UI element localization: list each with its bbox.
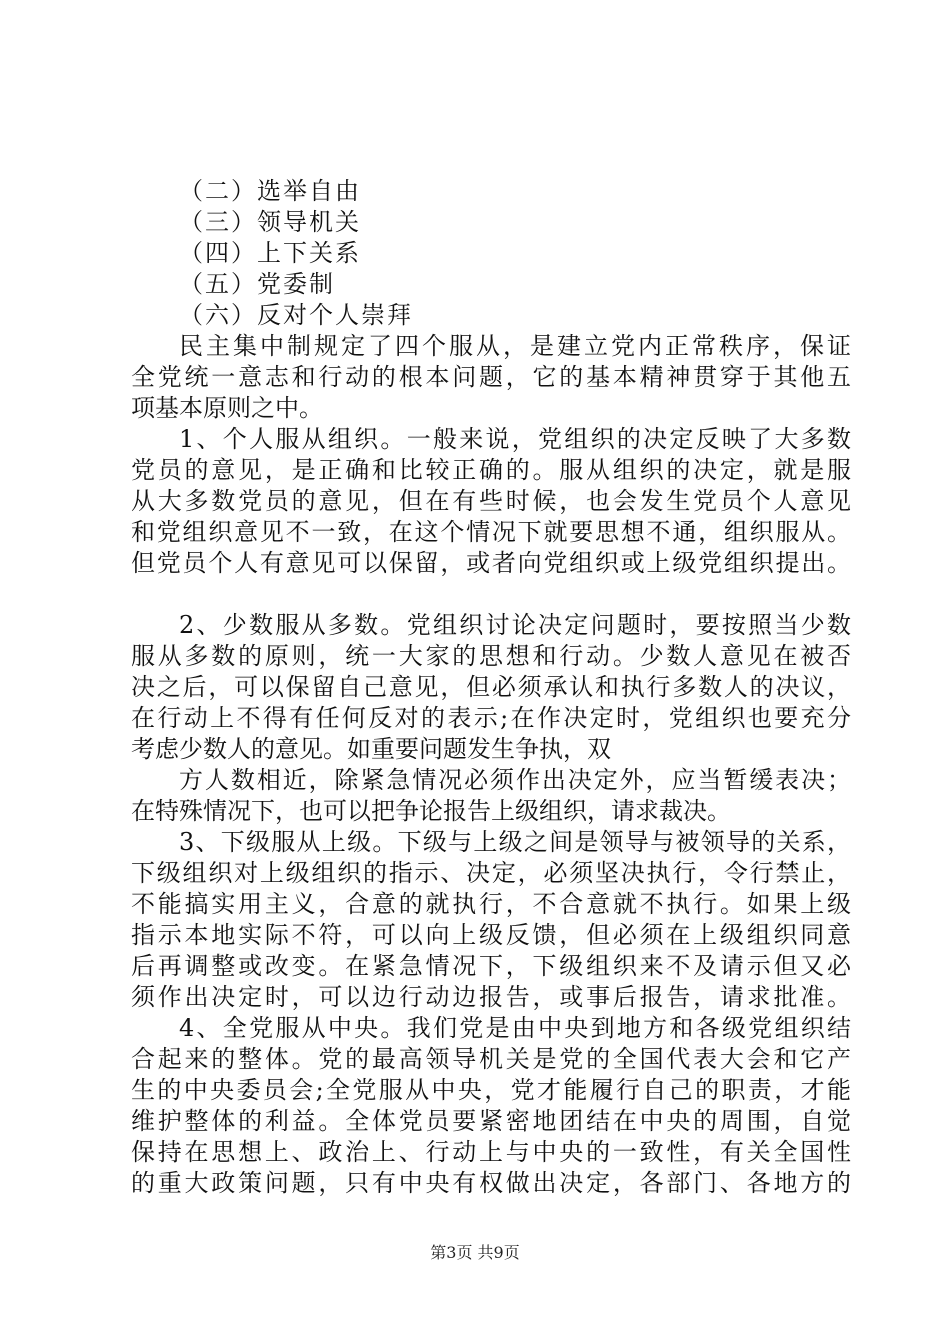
paragraph-line: 的重大政策问题，只有中央有权做出决定，各部门、各地方的	[131, 1169, 851, 1197]
paragraph-line: 3、下级服从上级。下级与上级之间是领导与被领导的关系，	[179, 828, 851, 856]
list-item: （六）反对个人崇拜	[179, 301, 413, 329]
paragraph-line: 决之后，可以保留自己意见，但必须承认和执行多数人的决议，	[131, 673, 851, 701]
principle-list	[131, 176, 851, 331]
paragraph-line: 不能搞实用主义，合意的就执行，不合意就不执行。如果上级	[131, 890, 851, 918]
paragraph-line: 合起来的整体。党的最高领导机关是党的全国代表大会和它产	[131, 1045, 851, 1073]
paragraph-line: 后再调整或改变。在紧急情况下，下级组织来不及请示但又必	[131, 952, 851, 980]
list-item: （二）选举自由	[179, 177, 361, 205]
paragraph-line: 服从多数的原则，统一大家的思想和行动。少数人意见在被否	[131, 642, 851, 670]
list-item: （四）上下关系	[179, 239, 361, 267]
paragraph-spacer	[131, 579, 851, 610]
paragraph-line: 生的中央委员会;全党服从中央，党才能履行自己的职责，才能	[131, 1076, 851, 1104]
paragraph-minority-continued	[131, 765, 851, 827]
paragraph-line: 在特殊情况下，也可以把争论报告上级组织，请求裁决。	[131, 797, 731, 825]
paragraph-line: 4、全党服从中央。我们党是由中央到地方和各级党组织结	[179, 1014, 851, 1042]
paragraph-lower-obeys-higher	[131, 827, 851, 1013]
paragraph-line: 考虑少数人的意见。如重要问题发生争执，双	[131, 735, 611, 763]
paragraph-minority-obeys-majority	[131, 610, 851, 765]
paragraph-line: 全党统一意志和行动的根本问题，它的基本精神贯穿于其他五	[131, 363, 851, 391]
paragraph-line: 2、少数服从多数。党组织讨论决定问题时，要按照当少数	[179, 611, 851, 639]
paragraph-line: 从大多数党员的意见，但在有些时候，也会发生党员个人意见	[131, 487, 851, 515]
paragraph-line: 党员的意见，是正确和比较正确的。服从组织的决定，就是服	[131, 456, 851, 484]
paragraph-line: 方人数相近，除紧急情况必须作出决定外，应当暂缓表决；	[179, 766, 851, 794]
paragraph-line: 项基本原则之中。	[131, 394, 323, 422]
paragraph-line: 但党员个人有意见可以保留，或者向党组织或上级党组织提出。	[131, 549, 851, 577]
paragraph-line: 保持在思想上、政治上、行动上与中央的一致性，有关全国性	[131, 1138, 851, 1166]
list-item: （三）领导机关	[179, 208, 361, 236]
document-body	[131, 176, 851, 1199]
page-number-footer: 第3页 共9页	[430, 1243, 520, 1262]
list-item: （五）党委制	[179, 270, 335, 298]
paragraph-intro	[131, 331, 851, 424]
paragraph-line: 维护整体的利益。全体党员要紧密地团结在中央的周围，自觉	[131, 1107, 851, 1135]
paragraph-line: 下级组织对上级组织的指示、决定，必须坚决执行，令行禁止，	[131, 859, 851, 887]
paragraph-individual-obeys-organization	[131, 424, 851, 579]
paragraph-line: 须作出决定时，可以边行动边报告，或事后报告，请求批准。	[131, 983, 851, 1011]
paragraph-line: 在行动上不得有任何反对的表示;在作决定时，党组织也要充分	[131, 704, 851, 732]
paragraph-line: 指示本地实际不符，可以向上级反馈，但必须在上级组织同意	[131, 921, 851, 949]
paragraph-line: 1、个人服从组织。一般来说，党组织的决定反映了大多数	[179, 425, 851, 453]
paragraph-line: 民主集中制规定了四个服从，是建立党内正常秩序，保证	[179, 332, 851, 360]
paragraph-party-obeys-central	[131, 1013, 851, 1199]
paragraph-line: 和党组织意见不一致，在这个情况下就要思想不通，组织服从。	[131, 518, 851, 546]
